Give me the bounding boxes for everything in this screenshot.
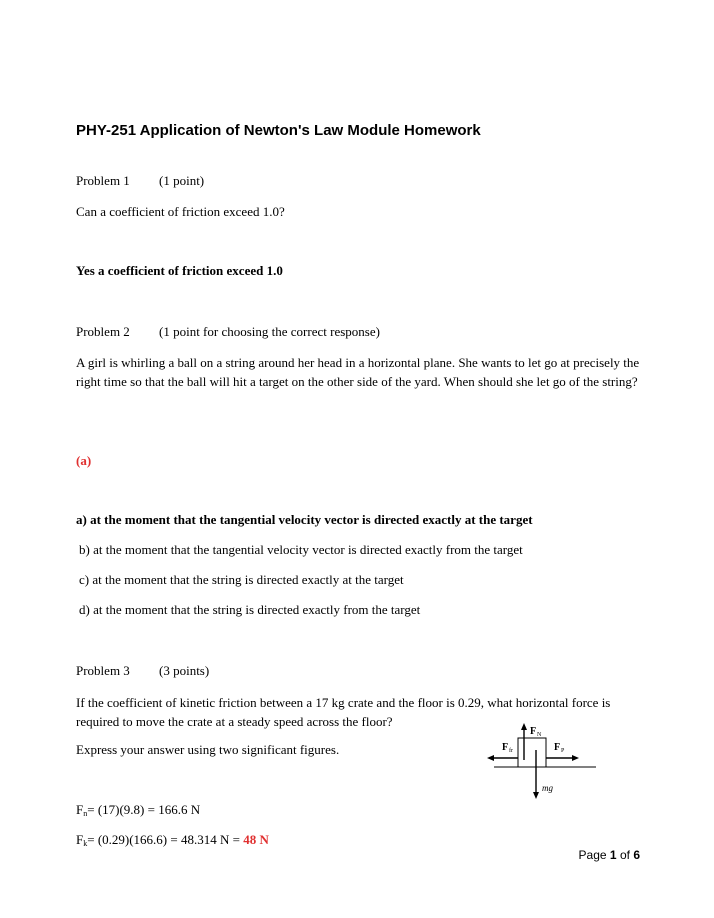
normal-force-label: F (530, 726, 537, 737)
problem3-points: (3 points) (159, 663, 210, 678)
kinetic-friction-equation (76, 831, 269, 853)
push-force-arrowhead (572, 755, 579, 761)
weight-label: mg (542, 783, 553, 793)
problem2-answer: (a) (76, 453, 92, 468)
footer-page-total: 6 (633, 848, 640, 862)
normal-force-subscript: N (537, 732, 542, 738)
friction-subscript: fr (509, 748, 513, 754)
weight-arrowhead (533, 792, 539, 799)
problem1-label: Problem 1 (76, 173, 130, 188)
problem3-question: If the coefficient of kinetic friction between a 17 kg crate and the floor is 0.29, what horizontal force is required to move the crate at a steady speed across the floor? (76, 695, 611, 729)
normal-force-symbol: F (76, 802, 84, 817)
friction-label: F (502, 742, 509, 753)
footer-of-word: of (619, 848, 630, 862)
problem3-instruction: Express your answer using two significant figures. (76, 742, 340, 757)
footer-page-number: 1 (609, 848, 617, 862)
free-body-diagram (484, 720, 604, 800)
problem1-points: (1 point) (159, 173, 205, 188)
normal-force-sub: n (83, 809, 88, 818)
problem2-question: A girl is whirling a ball on a string around her head in a horizontal plane. She wants to let go at precisely the right time so that the ball will hit a target on the other side of the yard. When should she let go of the string? (76, 355, 640, 389)
crate-box (518, 738, 546, 767)
normal-force-arrowhead (521, 723, 527, 730)
page-footer (579, 848, 640, 862)
kinetic-friction-sub: k (83, 839, 88, 848)
footer-page-word: Page (578, 848, 607, 862)
document-title: PHY-251 Application of Newton's Law Module Homework (76, 122, 481, 139)
problem2-option-a: a) at the moment that the tangential velocity vector is directed exactly at the target (76, 512, 533, 527)
problem2-label: Problem 2 (76, 324, 130, 339)
problem3-label: Problem 3 (76, 663, 130, 678)
kinetic-friction-symbol: F (76, 832, 84, 847)
problem2-option-c: c) at the moment that the string is directed exactly at the target (79, 572, 404, 587)
friction-arrowhead (487, 755, 494, 761)
normal-force-equation (76, 801, 200, 823)
normal-force-calc: = (17)(9.8) = 166.6 N (87, 802, 201, 817)
problem2-option-b: b) at the moment that the tangential velocity vector is directed exactly from the target (79, 542, 523, 557)
problem1-question: Can a coefficient of friction exceed 1.0? (76, 204, 285, 219)
push-force-subscript: P (561, 748, 565, 754)
problem2-points: (1 point for choosing the correct response) (159, 324, 380, 339)
problem2-option-d: d) at the moment that the string is directed exactly from the target (79, 602, 421, 617)
problem3-answer: 48 N (243, 832, 269, 847)
push-force-label: F (554, 742, 561, 753)
kinetic-friction-calc: = (0.29)(166.6) = 48.314 N = (87, 832, 244, 847)
problem1-answer: Yes a coefficient of friction exceed 1.0 (76, 263, 283, 278)
